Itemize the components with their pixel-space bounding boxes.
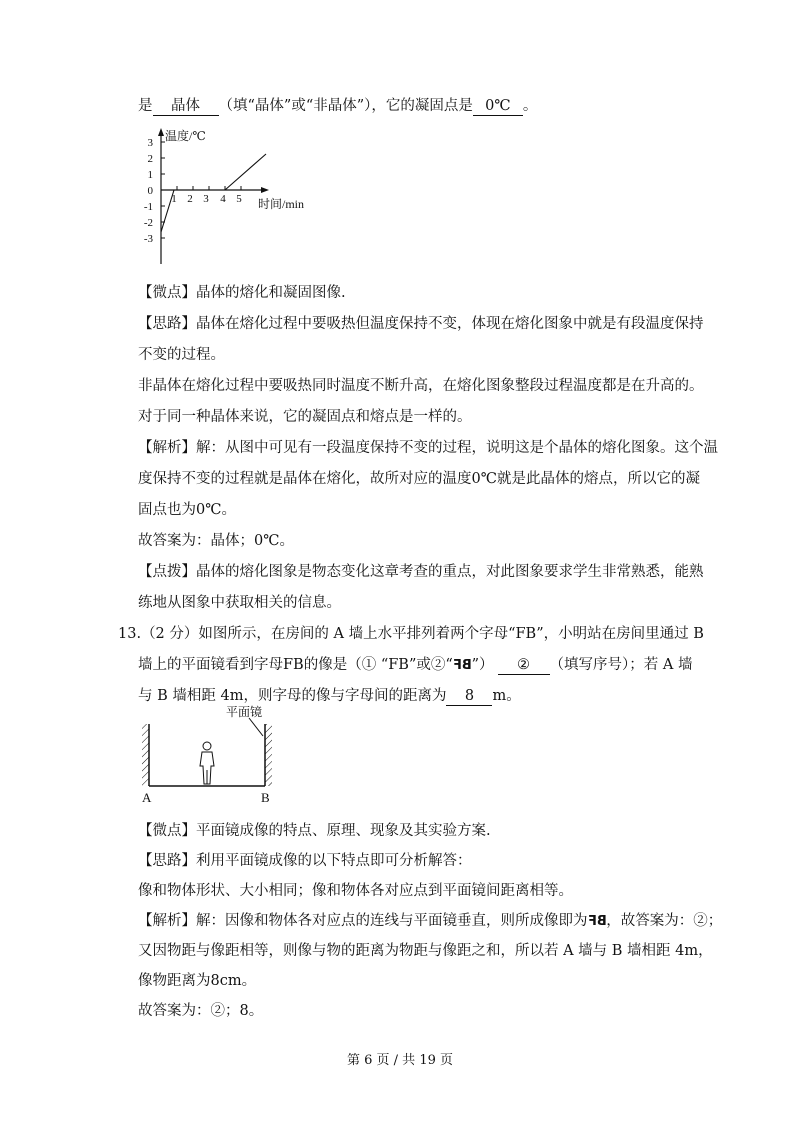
jiexi-line — [138, 438, 718, 458]
dianbo-text: 晶体的熔化图象是物态变化这章考查的重点，对此图象要求学生非常熟悉，能熟 — [196, 564, 704, 580]
page-footer: 第 6 页 / 共 19 页 — [347, 1053, 453, 1068]
x-tick-label: 4 — [220, 193, 226, 205]
x-axis-arrow — [261, 187, 269, 193]
jiexi-text: 解：因像和物体各对应点的连线与平面镜垂直，则所成像即为 — [196, 913, 588, 929]
weidian-text: 平面镜成像的特点、原理、现象及其实验方案. — [196, 823, 491, 839]
prefix-text: 是 — [138, 98, 153, 114]
x-tick-label: 1 — [171, 193, 177, 205]
y-tick-label: 1 — [147, 169, 153, 181]
x-tick-label: 3 — [203, 193, 209, 205]
dianbo-tag: 【点拨】 — [138, 564, 196, 580]
silu-tag: 【思路】 — [138, 316, 196, 332]
x-axis-label: 时间/min — [258, 197, 305, 211]
jiexi-text: ，故答案为：②； — [606, 913, 723, 929]
mirror-label: 平面镜 — [226, 705, 263, 719]
temperature-curve — [161, 154, 266, 232]
silu-line — [138, 314, 704, 334]
silu-text: 利用平面镜成像的以下特点即可分析解答： — [196, 853, 472, 869]
text-line: 度保持不变的过程就是晶体在熔化，故所对应的温度0℃就是此晶体的熔点，所以它的凝 — [138, 471, 700, 487]
jiexi-line — [138, 911, 722, 932]
text-line: 练地从图象中获取相关的信息。 — [138, 595, 341, 611]
fill-instructions: （填“晶体”或“非晶体”），它的凝固点是 — [218, 98, 473, 114]
person-figure — [200, 742, 214, 784]
question-text: （2 分）如图所示，在房间的 A 墙上水平排列着两个字母“FB”，小明站在房间里通过 B — [141, 626, 704, 642]
mirrored-letters: BF — [587, 914, 607, 929]
jiexi-tag: 【解析】 — [138, 913, 196, 929]
y-tick-label: 3 — [147, 137, 153, 149]
text-line: 对于同一种晶体来说，它的凝固点和熔点是一样的。 — [138, 409, 472, 425]
y-tick-label: 0 — [147, 185, 153, 197]
label-b: B — [261, 790, 270, 805]
text-line: 固点也为0℃。 — [138, 502, 236, 518]
wall-a-hatch — [142, 724, 149, 786]
melting-graph — [138, 128, 328, 270]
question-text: （填写序号）；若 A 墙 — [549, 657, 693, 673]
answer-summary: 故答案为：晶体；0℃。 — [138, 533, 294, 549]
jiexi-text: 解：从图中可见有一段温度保持不变的过程，说明这是个晶体的熔化图象。这个温 — [196, 440, 718, 456]
weidian-line — [138, 821, 491, 841]
x-tick-label: 5 — [236, 193, 242, 205]
question-text: m。 — [492, 688, 521, 704]
text-line: 不变的过程。 — [138, 347, 225, 363]
jiexi-tag: 【解析】 — [138, 440, 196, 456]
weidian-line — [138, 283, 346, 303]
y-axis-label: 温度/℃ — [165, 129, 206, 143]
y-axis-arrow — [158, 128, 164, 136]
label-a: A — [142, 790, 152, 805]
silu-line — [138, 851, 472, 871]
weidian-tag: 【微点】 — [138, 285, 196, 301]
y-tick-label: 2 — [147, 153, 153, 165]
y-tick-label: -1 — [143, 201, 153, 213]
answer-summary: 故答案为：②；8。 — [138, 1003, 264, 1019]
y-tick-label: -3 — [143, 233, 153, 245]
silu-tag: 【思路】 — [138, 853, 196, 869]
q13-line2 — [138, 655, 692, 676]
mirror-leader-line — [249, 718, 263, 736]
question-text: 墙上的平面镜看到字母FB的像是（① “FB”或②“ — [138, 657, 453, 673]
y-tick-label: -2 — [143, 217, 153, 229]
silu-text: 晶体在熔化过程中要吸热但温度保持不变，体现在熔化图象中就是有段温度保持 — [196, 316, 704, 332]
text-line: 像物距离为8cm。 — [138, 973, 257, 989]
room-diagram — [138, 704, 288, 808]
weidian-tag: 【微点】 — [138, 823, 196, 839]
weidian-text: 晶体的熔化和凝固图像. — [196, 285, 346, 301]
wall-b-hatch — [265, 724, 272, 786]
answer-line-q12 — [138, 96, 537, 116]
answer-distance: 8 — [446, 687, 492, 706]
suffix-text: 。 — [522, 98, 538, 114]
question-text: 与 B 墙相距 4m，则字母的像与字母间的距离为 — [138, 688, 447, 704]
dianbo-line — [138, 562, 704, 582]
q13-line1 — [118, 624, 704, 644]
x-tick-label: 2 — [187, 193, 193, 205]
answer-freezing-point: 0℃ — [473, 97, 523, 116]
q13-line3 — [138, 686, 521, 706]
text-line: 又因物距与像距相等，则像与物的距离为物距与像距之和，所以若 A 墙与 B 墙相距 4m， — [138, 943, 713, 959]
answer-image-choice: ② — [498, 656, 550, 675]
text-line: 非晶体在熔化过程中要吸热同时温度不断升高，在熔化图象整段过程温度都是在升高的。 — [138, 378, 704, 394]
answer-crystal: 晶体 — [153, 97, 219, 116]
question-number: 13. — [118, 626, 142, 642]
text-line: 像和物体形状、大小相同；像和物体各对应点到平面镜间距离相等。 — [138, 883, 573, 899]
question-text: ”） — [471, 657, 494, 673]
mirrored-letters: BF — [452, 658, 472, 673]
